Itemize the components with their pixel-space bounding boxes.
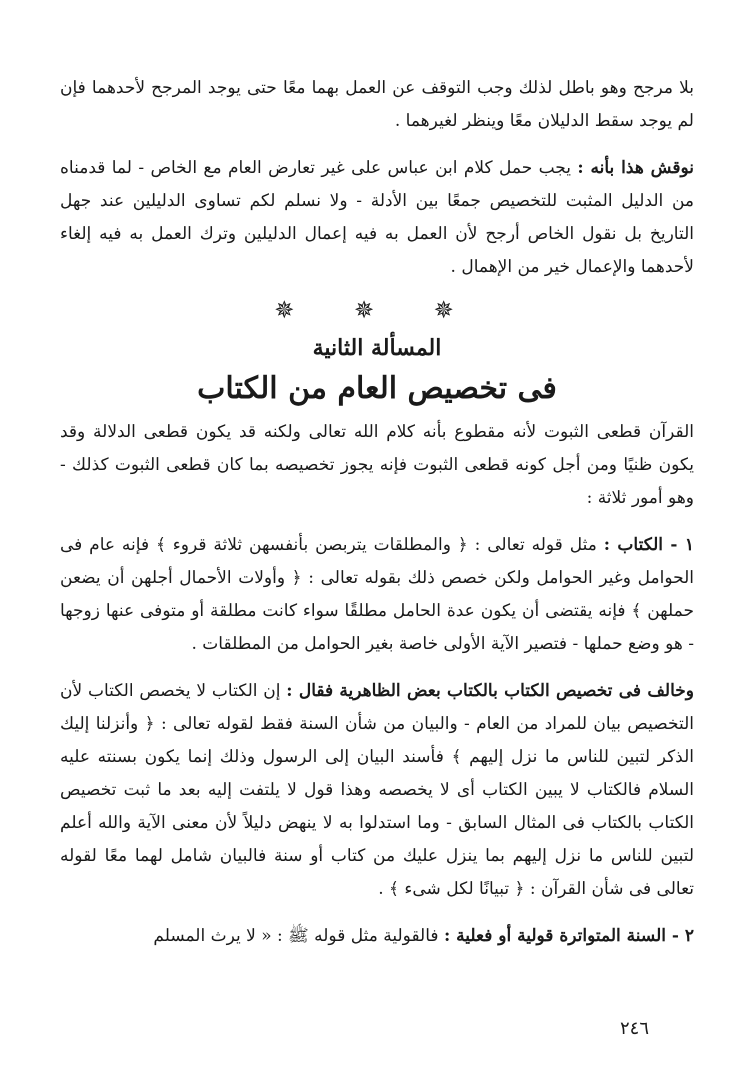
rebuttal-lead: نوقش هذا بأنه : [577, 158, 694, 178]
page-number: ٢٤٦ [620, 1018, 650, 1039]
paragraph-continuation: بلا مرجح وهو باطل لذلك وجب التوقف عن العمل بهما معًا حتى يوجد المرجح لأحدهما فإن لم يوجد سقط الدليلان معًا وينظر لغيرهما . [60, 78, 694, 131]
paragraph-kitab [60, 529, 694, 661]
paragraph-sunna [60, 920, 694, 953]
zahiriyya-lead: وخالف فى تخصيص الكتاب بالكتاب بعض الظاهرية فقال : [286, 681, 694, 701]
section-heading: المسألة الثانية [312, 335, 442, 361]
paragraph-rebuttal [60, 152, 694, 284]
paragraph-zahiriyya [60, 675, 694, 906]
kitab-lead: ١ - الكتاب : [603, 535, 694, 555]
zahiriyya-body: إن الكتاب لا يخصص الكتاب لأن التخصيص بيان للمراد من العام - والبيان من شأن السنة فقط لقوله تعالى : ﴿ وأنزلنا إليك الذكر لتبين للناس ما نزل إليهم ﴾ فأسند البيان إلى الرسول وذلك إنما يكون بسنته عليه السلام فالكتاب لا يبين الكتاب أى لا يخصصه وهذا قول لا يلتفت إليه بعد ما ثبت تخصيص الكتاب بالكتاب فى المثال السابق - وما استدلوا به لا ينهض دليلاً لأن معنى الآية والله أعلم لتبين للناس ما نزل إليهم بما ينزل عليك من كتاب أو سنة فالبيان شامل لهما معًا لقوله تعالى فى شأن القرآن : ﴿ تبيانًا لكل شىء ﴾ . [60, 681, 694, 899]
section-title: فى تخصيص العام من الكتاب [197, 371, 557, 406]
sunna-body: فالقولية مثل قوله ﷺ : « لا يرث المسلم [153, 926, 444, 946]
rebuttal-body: يجب حمل كلام ابن عباس على غير تعارض العام مع الخاص - لما قدمناه من الدليل المثبت للتخصيص جمعًا بين الأدلة - ولا نسلم لكم تساوى الدليلين عند جهل التاريخ بل نقول الخاص أرجح لأن العمل به فيه إعمال الدليلين وترك العمل به فيه إلغاء لأحدهما والإعمال خير من الإهمال . [60, 158, 694, 277]
paragraph-intro: القرآن قطعى الثبوت لأنه مقطوع بأنه كلام الله تعالى ولكنه قد يكون قطعى الدلالة وقد يكون ظنيًا ومن أجل كونه قطعى الثبوت فإنه يجوز تخصيصه بما كان قطعى الثبوت كذلك - وهو أمور ثلاثة : [60, 422, 694, 508]
kitab-body: مثل قوله تعالى : ﴿ والمطلقات يتربصن بأنفسهن ثلاثة قروء ﴾ فإنه عام فى الحوامل وغير الحوامل ولكن خصص ذلك بقوله تعالى : ﴿ وأولات الأحمال أجلهن أن يضعن حملهن ﴾ فإنه يقتضى أن يكون عدة الحامل مطلقًا سواء كانت مطلقة أو متوفى عنها زوجها - هو وضع حملها - فتصير الآية الأولى خاصة بغير الحوامل من المطلقات . [60, 535, 694, 654]
section-separator: ✵ ✵ ✵ [274, 296, 480, 324]
sunna-lead: ٢ - السنة المتواترة قولية أو فعلية : [443, 926, 694, 946]
page-body [60, 72, 694, 953]
